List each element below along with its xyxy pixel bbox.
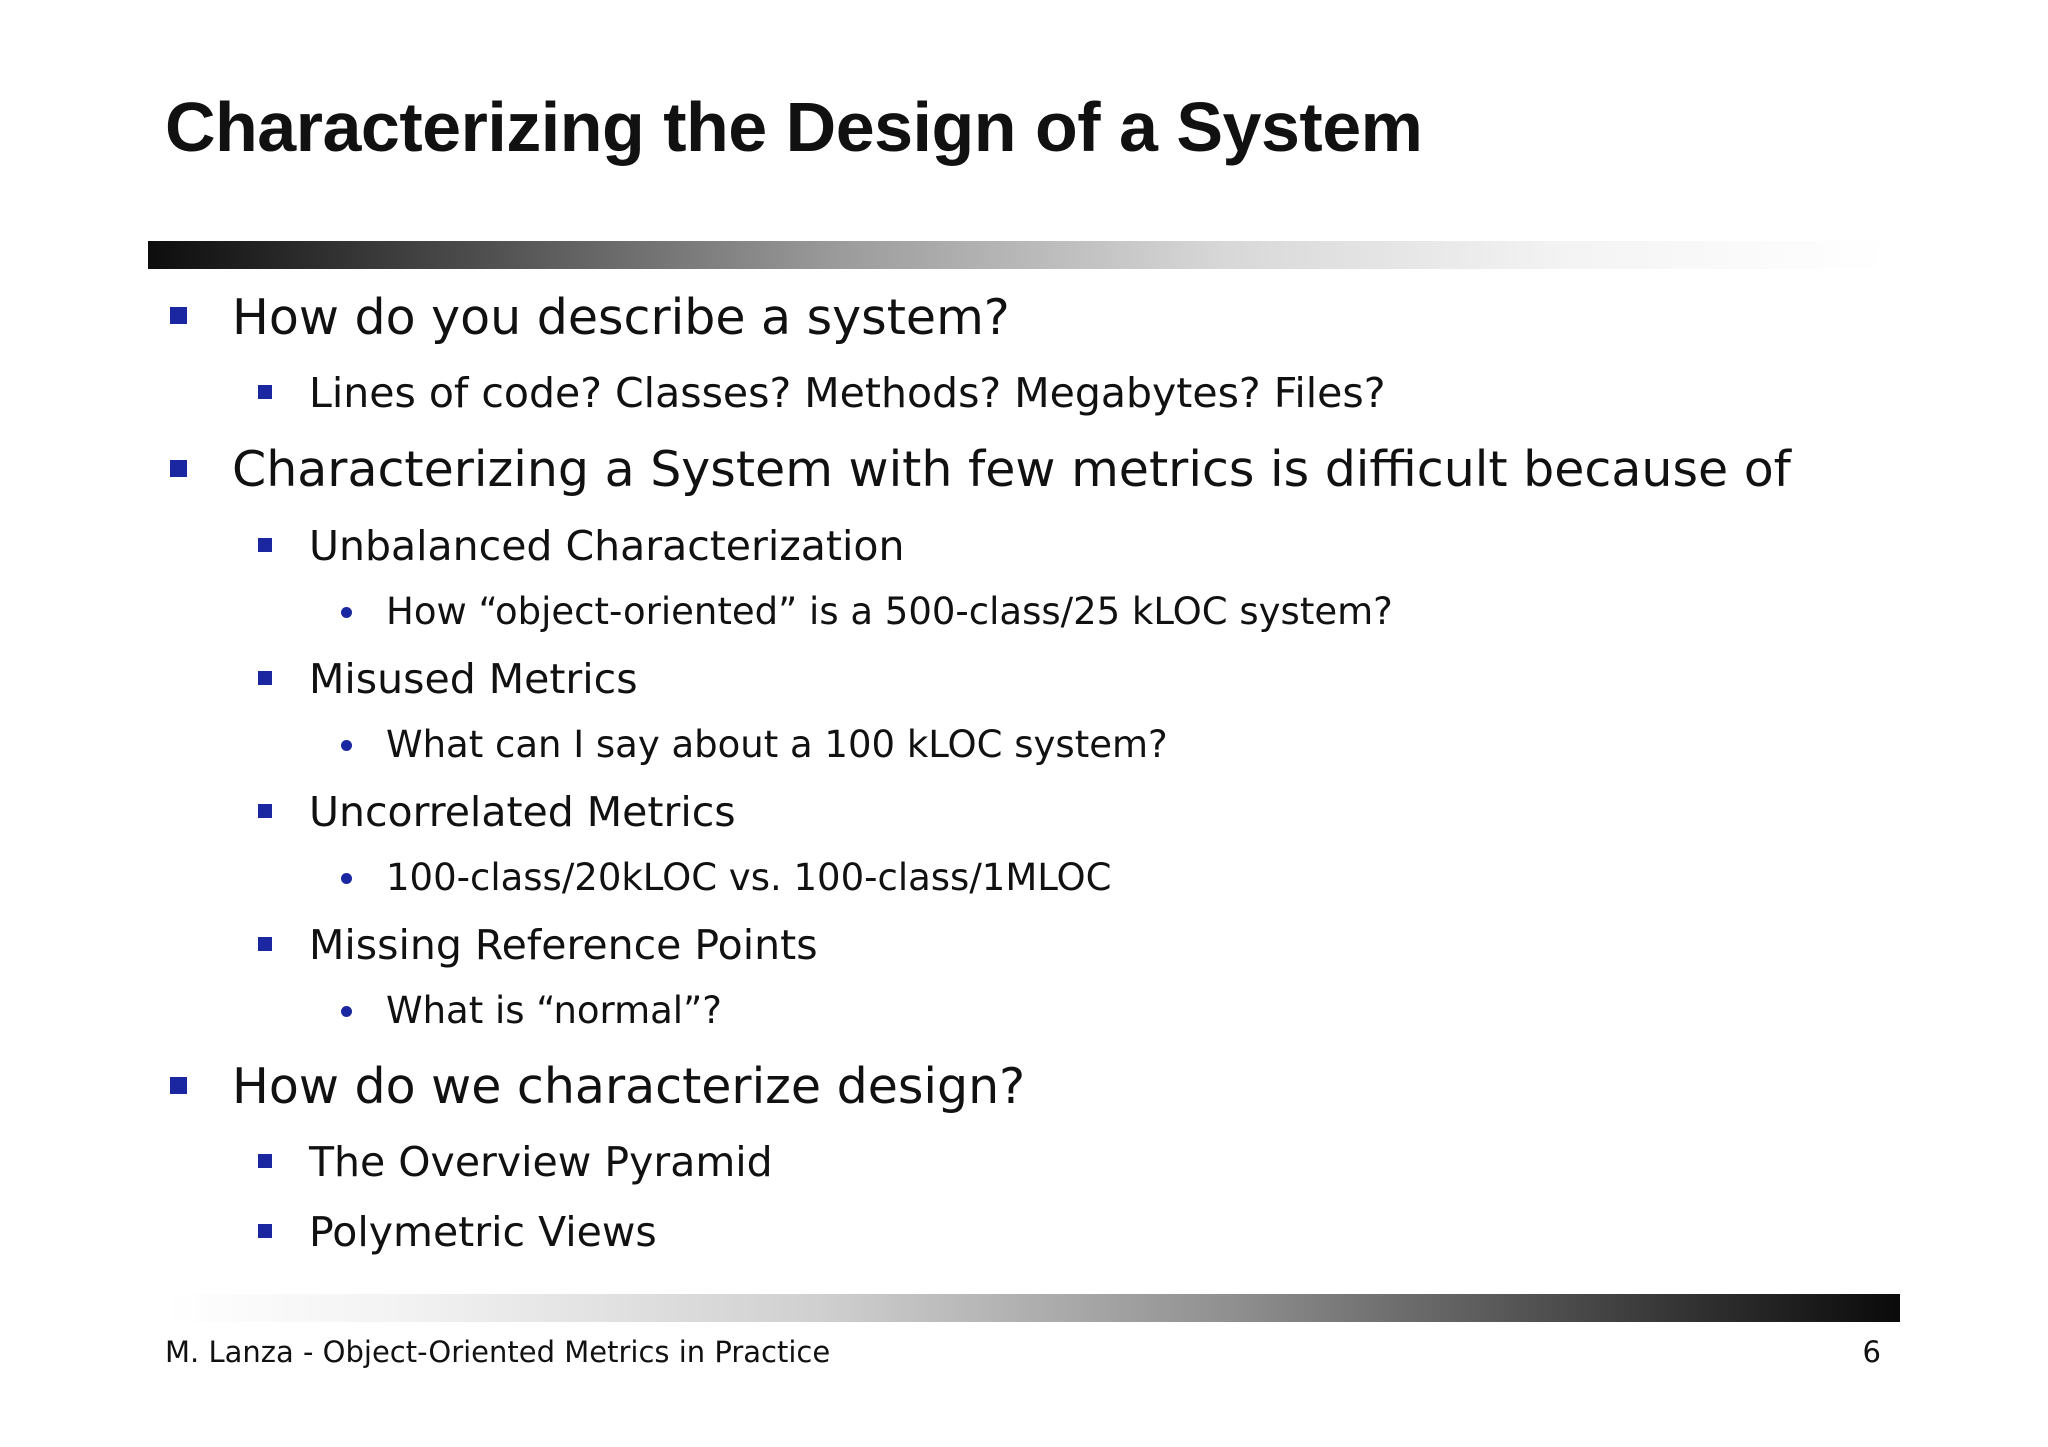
bullet-level3: What is “normal”?	[386, 989, 722, 1032]
square-bullet-icon	[258, 671, 272, 685]
bullet-level3: What can I say about a 100 kLOC system?	[386, 723, 1168, 766]
square-bullet-icon	[258, 937, 272, 951]
footer-text: M. Lanza - Object-Oriented Metrics in Practice	[165, 1335, 831, 1369]
bullet-level2: Misused Metrics	[309, 655, 638, 703]
bullet-level2: Lines of code? Classes? Methods? Megabytes? Files?	[309, 369, 1386, 417]
bullet-level1: Characterizing a System with few metrics is difficult because of	[232, 441, 1791, 498]
footer-divider-bar	[165, 1294, 1900, 1322]
square-bullet-icon	[258, 1224, 272, 1238]
square-bullet-icon	[170, 1077, 187, 1094]
bullet-level1: How do you describe a system?	[232, 289, 1010, 346]
page-number: 6	[1862, 1335, 1881, 1369]
bullet-level3: 100-class/20kLOC vs. 100-class/1MLOC	[386, 856, 1112, 899]
square-bullet-icon	[170, 460, 187, 477]
bullet-level2: The Overview Pyramid	[309, 1138, 773, 1186]
bullet-level3: How “object-oriented” is a 500-class/25 kLOC system?	[386, 590, 1393, 633]
slide-title: Characterizing the Design of a System	[165, 88, 1423, 166]
square-bullet-icon	[170, 307, 187, 324]
round-bullet-icon	[341, 740, 352, 751]
bullet-level2: Unbalanced Characterization	[309, 522, 905, 570]
round-bullet-icon	[341, 1006, 352, 1017]
bullet-level2: Missing Reference Points	[309, 921, 818, 969]
square-bullet-icon	[258, 804, 272, 818]
round-bullet-icon	[341, 873, 352, 884]
square-bullet-icon	[258, 1154, 272, 1168]
square-bullet-icon	[258, 385, 272, 399]
round-bullet-icon	[341, 607, 352, 618]
bullet-level1: How do we characterize design?	[232, 1058, 1026, 1115]
bullet-level2: Polymetric Views	[309, 1208, 657, 1256]
title-divider-bar	[148, 241, 1888, 269]
bullet-level2: Uncorrelated Metrics	[309, 788, 736, 836]
square-bullet-icon	[258, 538, 272, 552]
